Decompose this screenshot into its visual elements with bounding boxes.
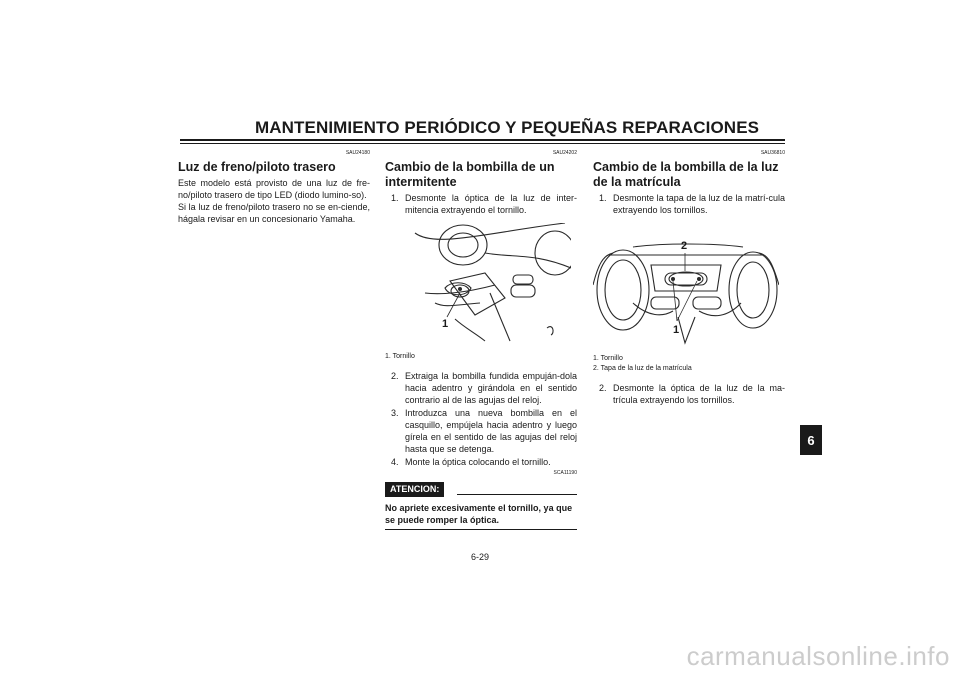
- callout-number: 1: [442, 318, 449, 330]
- step-text: Introduzca una nueva bombilla en el casquillo, empújela hacia adentro y luego gírela en el sentido de las agujas del reloj hasta que se detenga.: [405, 408, 577, 454]
- step-item: [597, 192, 785, 216]
- section-body: [178, 177, 370, 225]
- caption-line: 1. Tornillo: [593, 355, 623, 362]
- figure-caption: [593, 354, 785, 374]
- step-number: 1.: [599, 193, 607, 203]
- section-code: SAU24180: [345, 150, 370, 156]
- paragraph: Este modelo está provisto de una luz de fre-no/piloto trasero de tipo LED (diodo lumino-so).: [178, 178, 370, 200]
- callout-number-1: 1: [673, 324, 680, 336]
- step-item: [389, 192, 577, 216]
- column-turn-signal: [385, 150, 577, 530]
- paragraph: Si la luz de freno/piloto trasero no se en-ciende, hágala revisar en un concesionario Yamaha.: [178, 202, 370, 224]
- header-rule: [180, 139, 785, 141]
- step-item: [389, 407, 577, 455]
- step-text: Monte la óptica colocando el tornillo.: [405, 457, 551, 467]
- chapter-tab: 6: [800, 425, 822, 455]
- section-code: SAU36810: [760, 150, 785, 156]
- step-number: 1.: [391, 193, 399, 203]
- callout-number-2: 2: [681, 240, 688, 252]
- warning-code: SCA11190: [553, 470, 577, 476]
- step-list: [385, 192, 577, 216]
- warning-label: ATENCION:: [385, 482, 444, 497]
- section-code: SAU24202: [552, 150, 577, 156]
- step-item: [389, 370, 577, 406]
- warning-header: [385, 480, 577, 498]
- step-list: [593, 382, 785, 406]
- column-license-plate-light: [593, 150, 785, 407]
- step-text: Desmonte la óptica de la luz de inter-mitencia extrayendo el tornillo.: [405, 193, 577, 215]
- step-number: 3.: [391, 408, 399, 418]
- header-rule-thin: [180, 143, 785, 144]
- step-text: Desmonte la tapa de la luz de la matrí-cula extrayendo los tornillos.: [613, 193, 785, 215]
- section-heading: Luz de freno/piloto trasero: [178, 160, 336, 174]
- section-heading: Cambio de la bombilla de un intermitente: [385, 160, 555, 189]
- turn-signal-illustration: [385, 223, 571, 343]
- step-list: [385, 370, 577, 468]
- column-brake-light: [178, 150, 370, 225]
- step-list: [593, 192, 785, 216]
- step-item: [597, 382, 785, 406]
- page-header-title: MANTENIMIENTO PERIÓDICO Y PEQUEÑAS REPARACIONES: [255, 118, 760, 137]
- step-item: [389, 456, 577, 468]
- step-number: 2.: [391, 371, 399, 381]
- figure-caption: 1. Tornillo: [385, 353, 415, 360]
- warning-text: No apriete excesivamente el tornillo, ya que se puede romper la óptica.: [385, 502, 577, 530]
- step-text: Extraiga la bombilla fundida empuján-dola hacia adentro y girándola en el sentido contrario al de las agujas del reloj.: [405, 371, 577, 405]
- step-number: 2.: [599, 383, 607, 393]
- step-number: 4.: [391, 457, 399, 467]
- caption-line: 2. Tapa de la luz de la matrícula: [593, 365, 692, 372]
- section-heading: Cambio de la bombilla de la luz de la matrícula: [593, 160, 779, 189]
- step-text: Desmonte la óptica de la luz de la ma-trícula extrayendo los tornillos.: [613, 383, 785, 405]
- license-plate-light-illustration: [593, 225, 779, 345]
- warning-rule: [457, 494, 577, 495]
- watermark: carmanualsonline.info: [686, 641, 950, 671]
- page-number: 6-29: [470, 552, 489, 562]
